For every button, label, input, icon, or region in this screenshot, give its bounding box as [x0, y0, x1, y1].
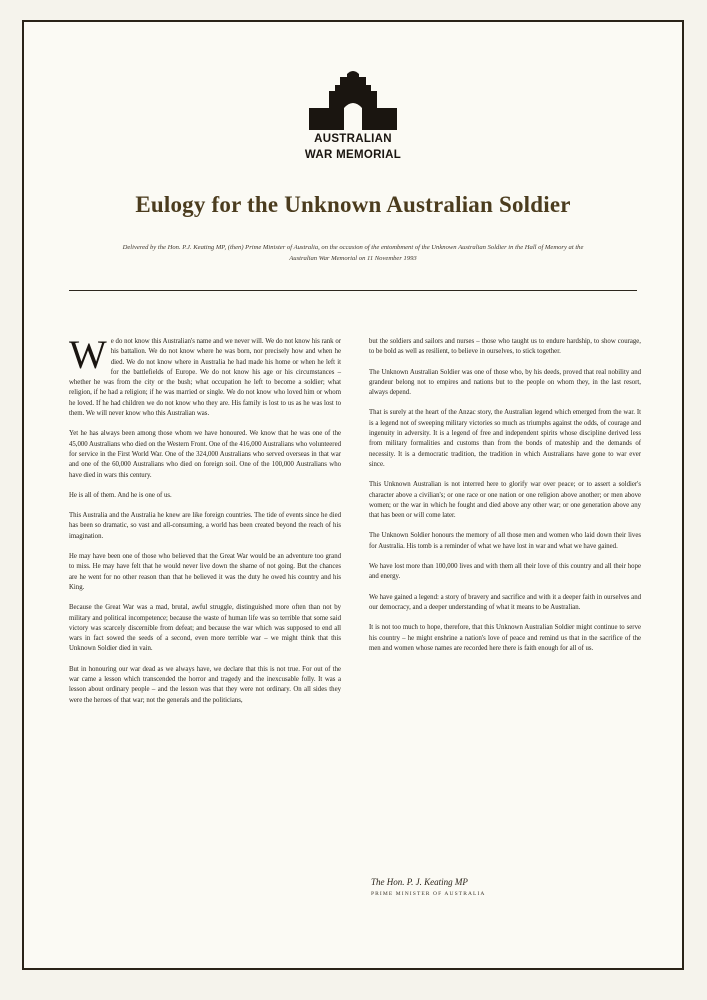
logo-line-2: WAR MEMORIAL — [304, 149, 402, 161]
divider — [69, 290, 637, 291]
subtitle: Delivered by the Hon. P.J. Keating MP, (then) Prime Minister of Australia, on the occasion of the entombment of the Unknown Australian Soldier in the Hall of Memory at the Australian War Memorial on 11 November 1993 — [122, 244, 584, 262]
paragraph: Yet he has always been among those whom we have honoured. We know that he was one of the 45,000 Australians who died on the Western Front. One of the 416,000 Australians who volunteered for service in the First World War. One of the 324,000 Australians who served overseas in that war and one of the 60,000 Australians who died on foreign soil. One of the 100,000 Australians who have died in wars this century. — [69, 430, 341, 479]
left-column — [69, 332, 341, 716]
paragraph: Because the Great War was a mad, brutal, awful struggle, distinguished more often than not by military and political incompetence; because the waste of human life was so terrible that some said victory was scarcely discernible from defeat; and because the war which was supposed to end all wars in fact sowed the seeds of a second, even more terrible war – we might think that this Unknown Soldier died in vain. — [69, 604, 341, 653]
paragraph: This Australia and the Australia he knew are like foreign countries. The tide of events since he died has been so dramatic, so vast and all-consuming, a world has been created beyond the reach of his imagination. — [69, 512, 341, 540]
document-page — [22, 20, 684, 970]
paragraph: But in honouring our war dead as we always have, we declare that this is not true. For out of the war came a lesson which transcended the horror and tragedy and the inexcusable folly. It was a lesson about ordinary people – and the lesson was that they were not ordinary. On all sides they were the heroes of that war; not the generals and the politicians, — [69, 665, 341, 704]
logo-line-1: AUSTRALIAN — [314, 133, 392, 145]
paragraph: We do not know this Australian's name and we never will. We do not know his rank or his battalion. We do not know where he was born, nor precisely how and when he died. We do not know where in Australia he had made his home or when he left it for the battlefields of Europe. We do not know his age or his circumstances – whether he was from the city or the bush; what occupation he left to become a soldier; what religion, if he had a religion; if he was married or single. We do not know who loved him or whom he loved. If he had children we do not know who they are. His family is lost to us as he was lost to them. We will never know who this Australian was. — [69, 332, 341, 418]
paragraph: The Unknown Soldier honours the memory of all those men and women who laid down their lives for Australia. His tomb is a reminder of what we have lost in war and what we have gained. — [369, 532, 641, 550]
awm-logo — [24, 68, 682, 162]
paragraph: We have gained a legend: a story of bravery and sacrifice and with it a deeper faith in ourselves and our democracy, and a deeper understanding of what it means to be Australian. — [369, 593, 641, 611]
signatory-name: The Hon. P. J. Keating MP — [371, 877, 468, 887]
page-title: Eulogy for the Unknown Australian Soldier — [135, 192, 571, 217]
paragraph: He may have been one of those who believed that the Great War would be an adventure too grand to miss. He may have felt that he would never live down the shame of not going. But the chances are he went for no other reason than that he believed it was the duty he owed his country and his King. — [69, 553, 341, 591]
paragraph: He is all of them. And he is one of us. — [69, 491, 172, 499]
paragraph: This Unknown Australian is not interred here to glorify war over peace; or to assert a soldier's character above a civilian's; or one race or one nation or one religion above another; or men above women; or the war in which he fought and died above any other war; or one generation above any that has been or will come later. — [369, 481, 641, 520]
signatory-role: PRIME MINISTER OF AUSTRALIA — [371, 891, 486, 897]
paragraph: We have lost more than 100,000 lives and with them all their love of this country and all their hope and energy. — [369, 563, 641, 581]
paragraph: It is not too much to hope, therefore, that this Unknown Australian Soldier might continue to serve his country – he might enshrine a nation's love of peace and remind us that in the sacrifice of the men and women whose names are recorded here there is faith enough for all of us. — [369, 624, 641, 652]
drop-cap: W — [69, 332, 107, 377]
signature-block — [371, 877, 486, 897]
paragraph: That is surely at the heart of the Anzac story, the Australian legend which emerged from the war. It is a legend not of sweeping military victories so much as triumphs against the odds, of courage and ingenuity in adversity. It is a legend of free and independent spirits whose discipline derived less from military formalities and customs than from the bonds of mateship and the demands of necessity. It is a democratic tradition, the tradition in which Australians have gone to war ever since. — [369, 409, 641, 468]
paragraph: The Unknown Australian Soldier was one of those who, by his deeds, proved that real nobility and grandeur belong not to empires and nations but to the people on whom they, in the last resort, always depend. — [369, 368, 641, 397]
war-memorial-building-icon — [307, 68, 399, 130]
right-column — [369, 337, 641, 664]
paragraph: but the soldiers and sailors and nurses – those who taught us to endure hardship, to show courage, to be bold as well as resilient, to believe in ourselves, to stick together. — [369, 338, 641, 356]
